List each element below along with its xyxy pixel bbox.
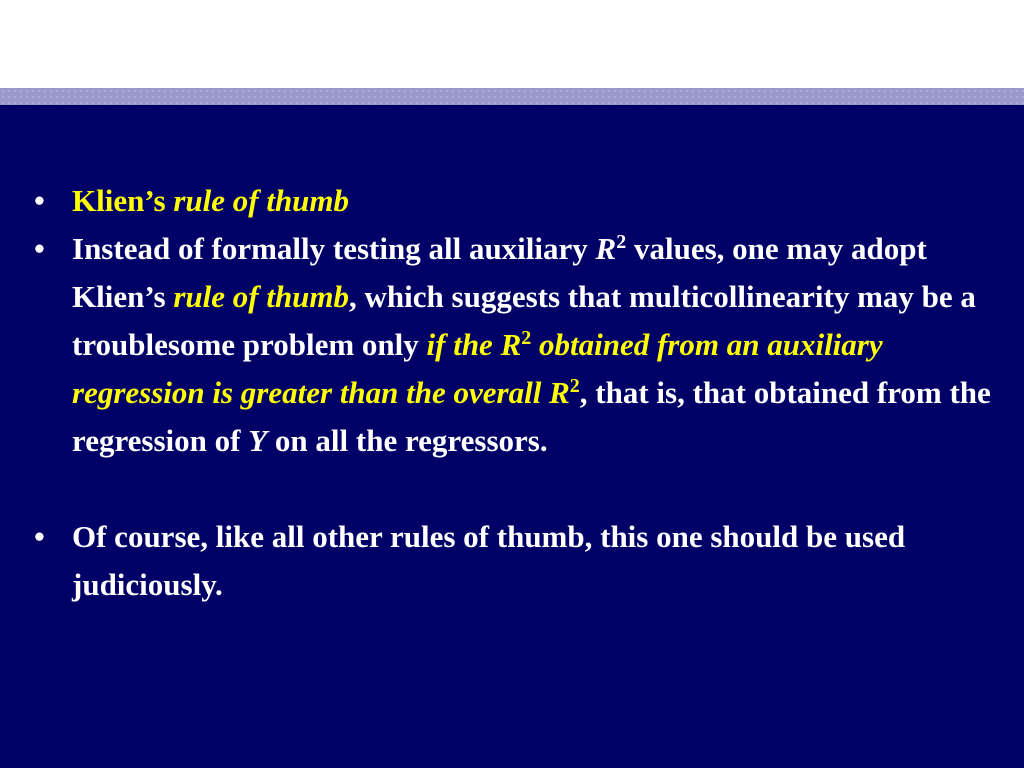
bullet-item-1	[34, 177, 994, 225]
text-run: , which suggests that multicollinearity may be a troublesome problem only	[72, 279, 976, 362]
text-run: Instead of formally testing all auxiliary	[72, 231, 596, 266]
stripe-texture	[0, 88, 1024, 105]
text-run: Of course, like all other rules of thumb, this one should be used judiciously.	[72, 519, 906, 602]
text-run: on all the regressors.	[267, 423, 548, 458]
text-run: rule of thumb	[173, 183, 350, 218]
text-run: R	[595, 231, 617, 266]
bullet-dot: •	[34, 183, 45, 218]
superscript: 2	[616, 231, 627, 253]
header-stripe	[0, 88, 1024, 105]
text-run: if the R	[426, 327, 522, 362]
bullet-text	[72, 519, 905, 602]
bullet-dot: •	[34, 231, 45, 266]
text-run: Klien’s	[72, 183, 174, 218]
text-run: Y	[248, 423, 268, 458]
text-run: obtained from an auxiliary regression is greater than the overall R	[72, 327, 883, 410]
title-area	[0, 0, 1024, 88]
bullet-list	[34, 177, 994, 609]
text-run: values, one may adopt Klien’s	[72, 231, 927, 314]
bullet-item-2	[34, 225, 994, 465]
bullet-item-3	[34, 513, 994, 609]
slide-body	[0, 105, 1024, 768]
paragraph-spacer	[34, 465, 994, 513]
superscript: 2	[521, 327, 532, 349]
superscript: 2	[569, 375, 580, 397]
bullet-text	[72, 231, 991, 458]
bullet-dot: •	[34, 519, 45, 554]
text-run: , that is, that obtained from the regression of	[72, 375, 991, 458]
text-run: rule of thumb	[173, 279, 350, 314]
bullet-text	[72, 183, 349, 218]
